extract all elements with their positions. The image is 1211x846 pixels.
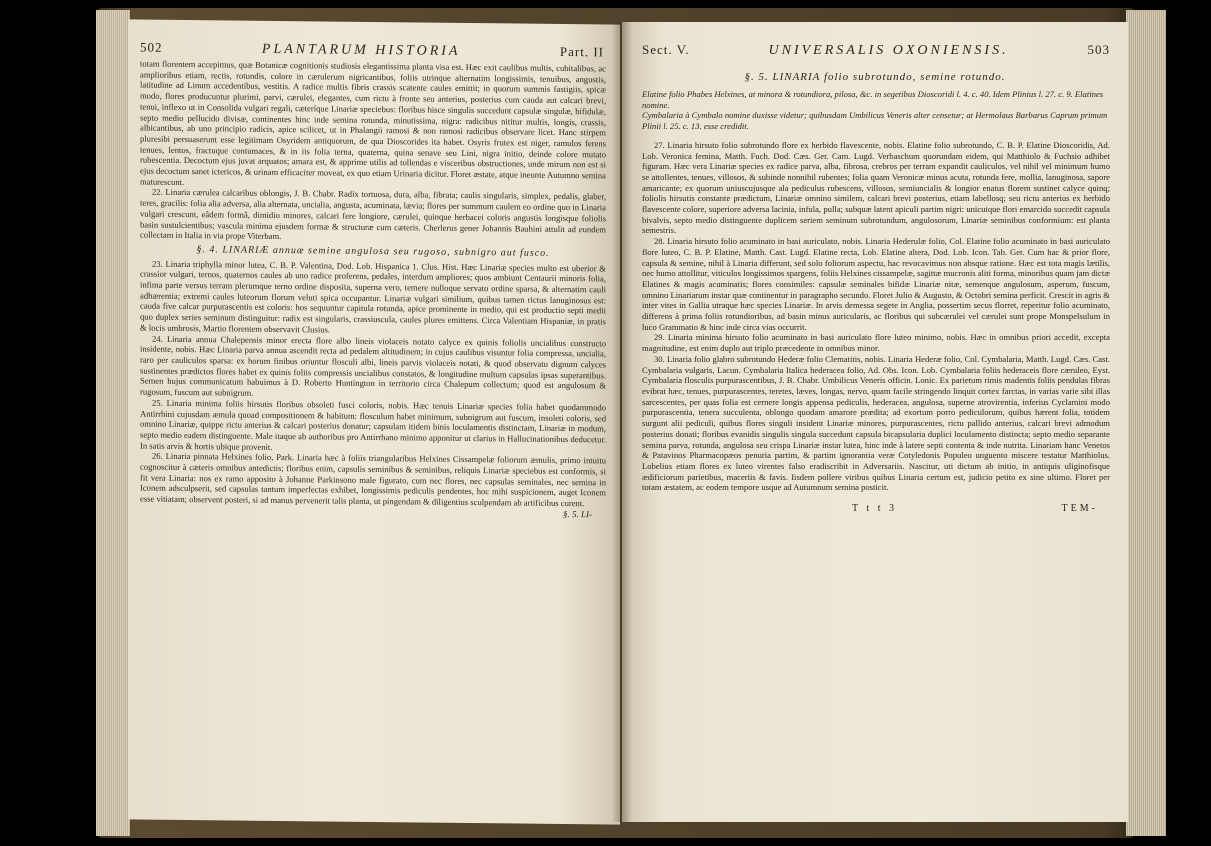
right-page bbox=[622, 22, 1128, 822]
paragraph: 25. Linaria minima foliis hirsutis floribus obsoleti fusci coloris, nobis. Hæc tenuis Linariæ species folia habet quodammodo Antirrhini cujusdam æmula quoad compositionem & habitum: flosculum habet minimum, subnigrum aut fuscum, insoleti coloris, sed omnino Linariæ, quippe rictu anterius & calcari posterius donatur; capsulam itidem binis loculamentis distinctam, Linariæ in modum, septo medio eadem distinguente. Male itaque ab authoribus pro Antirrhano minimo apponitur ut clarius in Hallucinationibus deducetur. In satis arvis & hortis ubique provenit. bbox=[140, 397, 606, 452]
synonyms-block bbox=[622, 89, 1128, 132]
right-running-title: UNIVERSALIS OXONIENSIS. bbox=[768, 43, 1009, 58]
synonym-line: Elatine folio Phabes Helxines, at minora & rotundiora, pilosa, &c. in segetibus Dioscoridi l. 4. c. 40. Idem Plinius l. 27. c. 9. Elatines nomine. bbox=[642, 89, 1104, 110]
paragraph: 29. Linaria minima hirsuto folio acuminato in basi auriculato flore luteo minimo, nobis. Hæc in omnibus priori accedit, excepta magnitudine, est enim duplo aut triplo præcedente in omnibus minor. bbox=[642, 332, 1110, 354]
paragraph: 24. Linaria annua Chalepensis minor erecta flore albo lineis violaceis notato calyce ex quinis foliolis uncialibus constructo insidente, nobis. Hæc Linaria parva annua ascendit recta ad pedalem altitudinem; in cujus caulibus visuntur folia compressa, uncialia, raro per cauliculos sparsa: ex horum finibus oriuntur flosculi albi, lineis parvis violaceis notati, & quod observatu dignum calyces sustinentes prædictos flores habet ex quinis foliis compressis uncialibus constatos, & longitudine multum capsulas ipsas superantibus. Semen hujus communicatum habuimus à D. Roberto Huntington in territorio circa Chalepum collectum; quod est angulosum & rugosum, fuscum aut subnigrum. bbox=[140, 333, 606, 398]
right-footer bbox=[622, 493, 1128, 514]
right-body bbox=[622, 140, 1128, 493]
left-body bbox=[128, 58, 620, 520]
page-edges-right bbox=[1126, 10, 1166, 836]
paragraph: 22. Linaria cærulea calcaribus oblongis, J. B. Chabr. Radix tortuosa, dura, alba, fibrata; caulis singularis, simplex, pedalis, glaber, teres, gracilis: folia alia adversa, alia alternata, uncialia, angusta, acuminata, lævia; flores per summum caulem eo ordine quo in Linaria vulgari crescunt, eâdem formâ, dimidio minores, calcari fere longiore, cærulei, quinque herbacei coloris angustis longisque foliolis basin sustulcientibus; vascula minima ejusdem formæ & structuræ cum cæteris. Cherlerus gener Johannis Bauhini attulit ad eundem collectam in Italia in via prope Viterbam. bbox=[140, 187, 606, 242]
paragraph: totam florentem accepimus, quæ Botanicæ cognitionis studiosis elegantissima planta visa est. Hæc exit caulibus multis, cubitalibus, ac amplioribus etiam, rectis, rotundis, colore in cærulerum nigricantibus, foliis utrinque alternatim longissimis, tenuibus, angustis, latitudine ad Linum accedentibus, vestitis. A radice multis fibris crassis scatente caules emittit; in quorum summis fastigiis, spicæ modo, flores producuntur plurimi, parvi, cærulei, elegantes, cum rictu à fronte seu anterius, posterius cum cauda aut calcari brevi, tenui, inflexo ut in Consolida vulgari regali, cæteríque Linariæ speciebus: floribus hisce singulis succedunt capsulæ singulæ, bifidulæ, septo medio pellucido divisæ, continentes hinc inde semina rotunda, minutissima, nigra: radicibus nititur multis, longis, crassis, albicantibus, ab uno principio radicis, apice scilicet, ut in Phalangii ramosi & non ramosi radicibus observare licet. Hanc stirpem pluresibi persuaserunt esse legitimam Osyridem antiquorum, de qua Dioscorides ita habet. Osyris frutex est niger, ramulos ferens tenues, lentos, fractuque contumaces, & in iis folia terna, quaterna, quina senave seu Lini, nigra initio, deinde colore mutato rubescentia. Decoctum ejus juvat arquatos; amara est, & apprime utilis ad tollendas e visceribus obstructiones, unde mirum non est si ejus decoctum sanet ictericos, & urinam efficaciter moveat, ex quo etiam Urinaria dicitur. Floret æstate, atque ineunte Autumno semina maturescunt. bbox=[140, 58, 606, 187]
right-running-head bbox=[622, 22, 1128, 61]
catchword: §. 5. LI- bbox=[563, 508, 592, 520]
left-running-head bbox=[128, 19, 620, 63]
left-part: Part. II bbox=[559, 43, 604, 60]
paragraph: 28. Linaria hirsuto folio acuminato in basi auriculato, nobis. Linaria Hederulæ folio, Col. Elatine folio acuminato in basi auriculato flore luteo, C. B. P. Elatine, Matth. Cast. Lugd. Elatine recta, Lob. Elatine altera, Dod. Lob. Icon. Tab. Ger. Cum hac & prior flore, capsula & semine, nihil à Linaria differunt, sed solo foliorum aspectu, hac revocavimus non absque ratione. Hæc est tota magis lætilis, nec humo attollitur, viticulos longissimos spargens, foliis Helxines cissampelæ, sagittæ mucronis aliti forma, minoribus quam jam dictæ Elatines & magis acuminatis; flores consimiles: capsulæ seminales bifidæ Linariæ nitæ, semenque angulosum, asperum, fuscum, omnino Linariarum instar quæ continentur in paragrapho secundo. Floret Julio & Augusto, & Octobri semina perficit. Crescit in agris & inter vites in Gallia utraque hæc species Linariæ. In arvis demessa segete in Anglia, possertim secus florret, reperitur folio acuminato, differens à prima foliis rotundioribus, ad basin minus auricularis, ac floribus qui subcærulei vel cærulei sunt prope Monspelsulum in luco Grammatio & hinc inde circa vias occurrit. bbox=[642, 236, 1110, 332]
section-heading: §. 4. LINARIÆ annuæ semine angulosa seu rugoso, subnigro aut fusco. bbox=[196, 244, 550, 259]
signature-mark: T t t 3 bbox=[852, 503, 897, 515]
right-page-number: 503 bbox=[1087, 42, 1110, 57]
paragraph: 27. Linaria hirsuto folio subrotundo flore ex herbido flavescente, nobis. Elatine folio subrotundo, C. B. P. Elatine Dioscoridis, Ad. Lob. Veronica femina, Matth. Fuch. Dod. Cæs. Ger. Cam. Lugd. Verbaschum quorundam eidem, qui Matthiolo & Fuchsio adhibet figuram. Hæc vera Linariæ species ex radice parva, alba, fibrosa, crebros per terram expandit cauliculos, vel nihil vel minimum humo se attollentes, tenues, villosos, & subinde nonnihil rubentes; folia quam Veronicæ minus acuta, rotunda fere, mollia, lanuginosa, sapore amaricante; ex quorum uniuscujusque ala pediculus rubescens, villosus, semiuncialis & longior enatus florem sustinet calyce quinq; foliolis hirsutis constante prædictum, Linariæ omnino similem, calcari brevi posterius, etiam labellosq; seu rictu anterius ex herbido flavescente colore, superiore adversa lacinia, infula, pulla; subquæ latent apiculi partim nigri: unicuique flori emarcido succedit capsula bivalvis, septo medio distinguente duplicem seriem seminum subrotundum, angulosorum, Linariæ seminibus conformium: est planta semestris. bbox=[642, 139, 1110, 236]
book-gutter bbox=[612, 22, 632, 822]
catchword: TEM- bbox=[1061, 503, 1098, 515]
section-heading: §. 5. LINARIA folio subrotundo, semine rotundo. bbox=[744, 71, 1006, 83]
paragraph: 23. Linaria triphylla minor lutea, C. B. P. Valentina, Dod. Lob. Hispanica 1. Clus. Hist. Hæc Linariæ species multo est uberior & crassior vulgari, ternos, quaternos caules ab uno radice proferens, pedales, interdum ampliores; quos ambiunt Centaurii minoris folia, infima parte versus terram plerumque terno ordine disposita, superna vero, temere nulloque servato ordine sparsa, & alternatim cauli adhærentia; extremi caules luteorum florum veluti spica occupantur. Linariæ vulgari similium, quibus tamen rictus lanuginosus est: cauda five calcar purpurascentis est coloris: hos sequuntur capitula rotunda, apice prominente in medio, qui est productio septi medii quo duplex series seminum distinguitur: radix est singularis, crassiuscula, caules plures emittens. Circa Valentiam Hispaniæ, in pratis & locis umbrosis, Martio florentem observavit Clusius. bbox=[140, 258, 606, 335]
page-edges-left bbox=[96, 10, 130, 836]
left-running-title: PLANTARUM HISTORIA bbox=[261, 41, 461, 59]
left-page bbox=[128, 19, 620, 824]
paragraph: 26. Linaria pinnata Helxines folio, Park. Linaria hæc à foliis triangularibus Helxines Cissampelæ foliorum æmulis, primo intuitu cognoscitur à cæteris omnibus antedictis; floribus enim, capsulis seminibus & seminibus, reliquis Linariæ speciebus est conformis, si fit vera Linaria: nos ex ramo apposito à Johanne Parkinsono male figurato, cum nec flores, nec capsulas seminales, nec semina in Iconem adsculpserit, sed capsulas tantum imperfectas exhibet, longissimis pediculis pendentes, hoc mihi suspicionem, auget Iconem esse vitiatam; observent posteri, si ad manus pervenerit talis planta, ut pingendam & diligentius sculpendam ab artificibus curent. bbox=[140, 450, 606, 509]
right-section: Sect. V. bbox=[642, 42, 690, 57]
left-page-number: 502 bbox=[140, 39, 163, 55]
paragraph: 30. Linaria folio glabro subrotundo Hederæ folio Clematitis, nobis. Linaria Hederæ folio, Col. Cymbalaria, Matth. Lugd. Cæs. Cast. Cymbalaria vulgaris, Lacun. Cymbalaria Italica hederacea folio, Ad. Obs. Icon. Lob. Cymbalaria foliis hederaceis flore cæruleo, Eyst. Cymbalaria flosculis purpurascentibus, J. B. Chabr. Umbilicus Veneris officin. Lonic. Ex parietum rimis madentis foliis pendulas fibras evibrat hæc, tenues, purpurascentes, teretes, læves, longas, nervo, quam facile stringendo linquit cortex farctas, in varias varie sibi illas sarcescentes, per quas folia est cernere longis appensa pediculis, hederacea, angulosa, superne atrovirentia, inferius Cyclamini modo purpurascentia, tenera succulenta, oblongo quodam amarore prædita; ad exortum porro pediculorum, quibus hærent folia, totidem surgunt alii pediculi, quibus flores singuli insident Linariæ minores, purpurascentes, rictu pallido anterius, calcari brevi admodum posterius donati; floribus evanidis singulis singula succedunt capsula bicapsularia duplici loculamento distincta; septo medio separante semina parva, rotunda, angulosa seu crispa Linariæ instar lutea, hinc inde à latere septi contenta & inde nutrita. Linariam hanc Venetos & Patavinos Pharmacopæos penuria partim, & partim ignorantia veræ Cotyledonis Populeo unguento miscere testatur Matthiolus. Lobelius etiam flores ex luteo virentes falso eradiscribit in Adversariis. Nascitur, uti dictum ab initio, in antiquis uliginofisque ædificiorum parietibus, maceriis & favis. Iisdem pollere viribus quibus Linaria certum est, judicio petito ex sine ultimo. Floret per totam æstatem, ac eodem tempore usque ad Autumnum semina posticit. bbox=[642, 353, 1110, 493]
synonym-line: Cymbalaria à Cymbalo nomine duxisse videtur; quibusdam Umbilicus Veneris alter censetur; at Hermolaus Barbarus Caprum primum Plinii l. 25. c. 13. esse credidit. bbox=[642, 110, 1108, 132]
